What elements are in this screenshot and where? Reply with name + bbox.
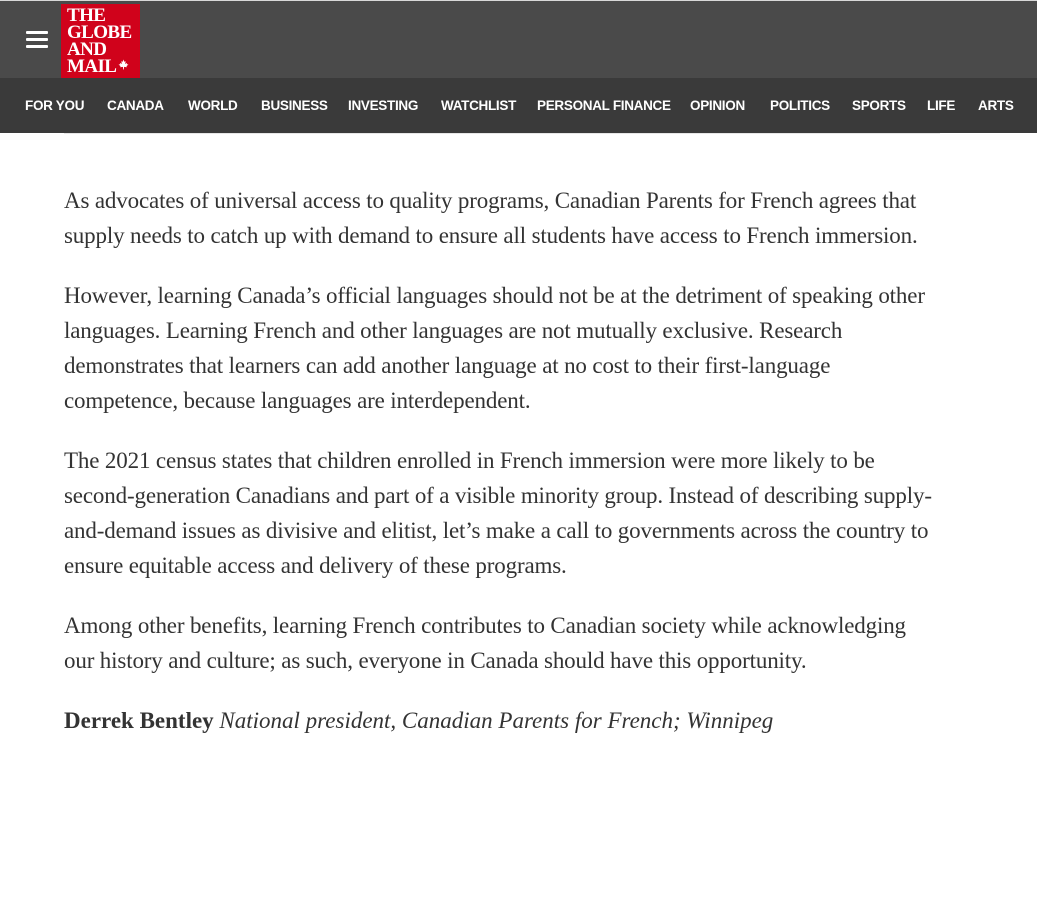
nav-item-for-you[interactable]: FOR YOU [25, 98, 85, 113]
author-name: Derrek Bentley [64, 708, 214, 733]
section-nav-bar [0, 78, 1037, 133]
article-paragraph: However, learning Canada’s official languages should not be at the detriment of speaking other languages. Learning French and other languages are not mutually exclusive. Research demonstrates that learners can add another language at no cost to their first-language competence, because languages are interdependent. [64, 283, 925, 413]
top-header-bar [0, 0, 1037, 78]
nav-item-watchlist[interactable]: WATCHLIST [441, 98, 517, 113]
logo-text: MAIL [67, 56, 117, 77]
article-paragraph: Among other benefits, learning French contributes to Canadian society while acknowledging our history and culture; as such, everyone in Canada should have this opportunity. [64, 613, 906, 673]
letter-signature [64, 703, 934, 738]
content-divider [64, 133, 940, 134]
logo-text: AND [67, 39, 107, 60]
article-paragraph: The 2021 census states that children enrolled in French immersion were more likely to be second-generation Canadians and part of a visible minority group. Instead of describing supply-and-demand issues as divisive and elitist, let’s make a call to governments across the country to ensure equitable access and delivery of these programs. [64, 448, 932, 578]
nav-item-arts[interactable]: ARTS [978, 98, 1014, 113]
nav-item-business[interactable]: BUSINESS [261, 98, 328, 113]
nav-item-personal-finance[interactable]: PERSONAL FINANCE [537, 98, 671, 113]
menu-line [26, 45, 48, 48]
logo-text: GLOBE [67, 22, 132, 43]
nav-item-sports[interactable]: SPORTS [852, 98, 906, 113]
nav-item-investing[interactable]: INVESTING [348, 98, 419, 113]
logo-text: THE [67, 5, 106, 26]
globe-and-mail-logo[interactable] [61, 4, 140, 79]
nav-item-life[interactable]: LIFE [927, 98, 956, 113]
nav-item-politics[interactable]: POLITICS [770, 98, 830, 113]
nav-item-canada[interactable]: CANADA [107, 98, 164, 113]
maple-leaf-icon [118, 59, 129, 70]
menu-line [26, 31, 48, 34]
nav-item-world[interactable]: WORLD [188, 98, 238, 113]
menu-line [26, 38, 48, 41]
article-body [64, 183, 934, 738]
nav-item-opinion[interactable]: OPINION [690, 98, 745, 113]
article-paragraph: As advocates of universal access to quality programs, Canadian Parents for French agrees that supply needs to catch up with demand to ensure all students have access to French immersion. [64, 188, 918, 248]
author-role: National president, Canadian Parents for French; Winnipeg [219, 708, 774, 733]
hamburger-menu-icon[interactable] [26, 30, 48, 50]
